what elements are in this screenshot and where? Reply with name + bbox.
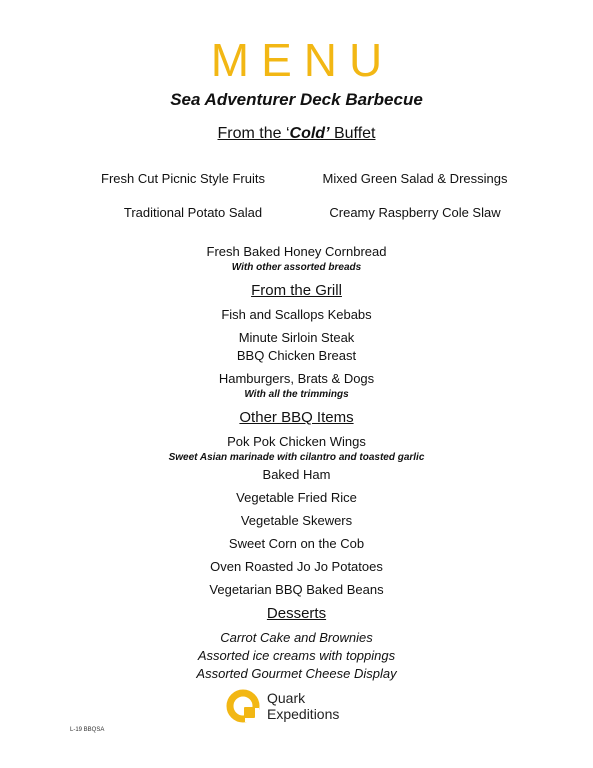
menu-subtitle: Sea Adventurer Deck Barbecue (170, 90, 423, 109)
logo-wordmark (267, 690, 339, 722)
quark-expeditions-logo (225, 688, 355, 728)
grill-item: Minute Sirloin Steak (238, 330, 355, 345)
bbq-item: Sweet Corn on the Cob (228, 536, 365, 551)
bbq-item: Vegetarian BBQ Baked Beans (209, 582, 384, 597)
dessert-item: Carrot Cake and Brownies (220, 630, 373, 645)
bread-note: With other assorted breads (231, 262, 362, 273)
dessert-item: Assorted Gourmet Cheese Display (196, 666, 397, 681)
cold-heading-emphasis: Cold’ (289, 125, 330, 142)
bbq-item-wings: Pok Pok Chicken Wings (227, 434, 366, 449)
grill-item: Hamburgers, Brats & Dogs (218, 371, 375, 386)
logo-line1: Quark (267, 690, 306, 706)
cold-item: Traditional Potato Salad (123, 205, 263, 220)
cold-buffet-heading (0, 125, 593, 143)
cold-heading-prefix: From the ‘ (217, 125, 290, 142)
cold-item: Fresh Cut Picnic Style Fruits (101, 171, 265, 186)
cold-heading-suffix: Buffet (329, 125, 376, 142)
grill-note: With all the trimmings (244, 389, 349, 400)
wings-note: Sweet Asian marinade with cilantro and toasted garlic (168, 452, 425, 463)
logo-line2: Expeditions (267, 706, 340, 722)
quark-q-icon (225, 688, 263, 726)
grill-heading: From the Grill (251, 282, 342, 299)
other-bbq-heading: Other BBQ Items (239, 409, 354, 426)
grill-item: Fish and Scallops Kebabs (221, 307, 372, 322)
desserts-heading: Desserts (266, 605, 327, 622)
cold-item-bread: Fresh Baked Honey Cornbread (206, 244, 387, 259)
bbq-item: Baked Ham (262, 467, 331, 482)
menu-title: MENU (210, 34, 395, 86)
grill-item: BBQ Chicken Breast (236, 348, 357, 363)
bbq-item: Vegetable Skewers (240, 513, 353, 528)
dessert-item: Assorted ice creams with toppings (197, 648, 396, 663)
cold-item: Creamy Raspberry Cole Slaw (329, 205, 501, 220)
document-code: L-19 BBQSA (70, 727, 105, 733)
bbq-item: Oven Roasted Jo Jo Potatoes (210, 559, 383, 574)
bbq-item: Vegetable Fried Rice (236, 490, 357, 505)
cold-item: Mixed Green Salad & Dressings (322, 171, 508, 186)
